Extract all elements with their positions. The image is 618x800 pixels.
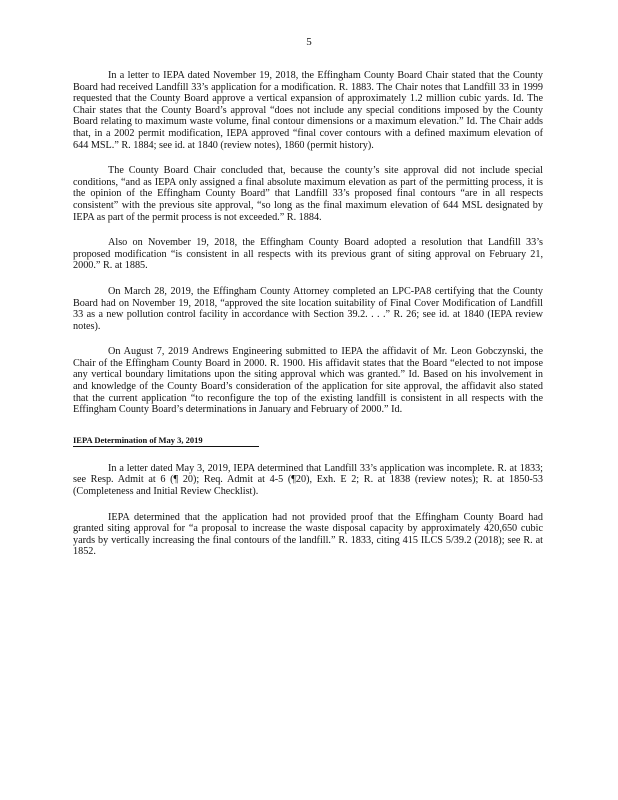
page-number: 5 [306,36,312,48]
paragraph-affidavit: On August 7, 2019 Andrews Engineering submitted to IEPA the affidavit of Mr. Leon Gobczynski, the Chair of the Effingham County Board in 2000. R. 1900. His affidavit states that the Board “elected to not impose any vertical boundary limitations upon the siting approval which was granted.” Id. Based on his involvement in and knowledge of the County Board’s consideration of the application for site approval, the affidavit also stated that the current application “to reconfigure the top of the existing landfill is consistent in all respects with the Effingham County Board’s determinations in January and February of 2000.” Id. [73,346,543,416]
paragraph-iepa-proof: IEPA determined that the application had not provided proof that the Effingham County Board had granted siting approval for “a proposal to increase the waste disposal capacity by approximately 420,650 cubic yards by vertically increasing the final contours of the landfill.” R. 1833, citing 415 ILCS 5/39.2 (2018); see R. at 1852. [73,511,543,558]
paragraph-county-attorney: On March 28, 2019, the Effingham County Attorney completed an LPC-PA8 certifying that the County Board had on November 19, 2018, “approved the site location suitability of Final Cover Modification of Landfill 33 as a new pollution control facility in accordance with Section 39.2. . . .” R. 26; see id. at 1840 (IEPA review notes). [73,285,543,332]
paragraph-iepa-incomplete: In a letter dated May 3, 2019, IEPA determined that Landfill 33’s application was incomplete. R. at 1833; see Resp. Admit at 6 (¶ 20); Req. Admit at 4-5 (¶20), Exh. E 2; R. at 1838 (review notes); R. at 1850-53 (Completeness and Initial Review Checklist). [73,462,543,498]
paragraph-chair-conclusion: The County Board Chair concluded that, because the county’s site approval did not include special conditions, “and as IEPA only assigned a final absolute maximum elevation as part of the permitting process, it is the opinion of the Effingham County Board” that Landfill 33’s proposed final contours “are in all respects consistent” with the previous site approval, “so long as the final maximum elevation of 644 MSL designated by IEPA as part of the permit process is not exceeded.” R. 1884. [73,165,543,223]
section-heading: IEPA Determination of May 3, 2019 [73,435,259,447]
paragraph-county-resolution: Also on November 19, 2018, the Effingham County Board adopted a resolution that Landfill 33’s proposed modification “is consistent in all respects with its previous grant of siting approval on February 21, 2000.” R. at 1885. [73,237,543,272]
paragraph-chair-letter: In a letter to IEPA dated November 19, 2018, the Effingham County Board Chair stated that the County Board had received Landfill 33’s application for a modification. R. 1883. The Chair notes that Landfill 33 in 1999 requested that the County Board approve a vertical expansion of approximately 1.2 million cubic yards. Id. The Chair states that the County Board’s approval “does not include any special conditions imposed by the County Board relating to maximum waste volume, final contour dimensions or a maximum elevation.” Id. The Chair adds that, in a 2002 permit modification, IEPA approved “final cover contours with a defined maximum elevation of 644 MSL.” R. 1884; see id. at 1840 (review notes), 1860 (permit history). [73,70,543,151]
document-body [73,70,543,572]
